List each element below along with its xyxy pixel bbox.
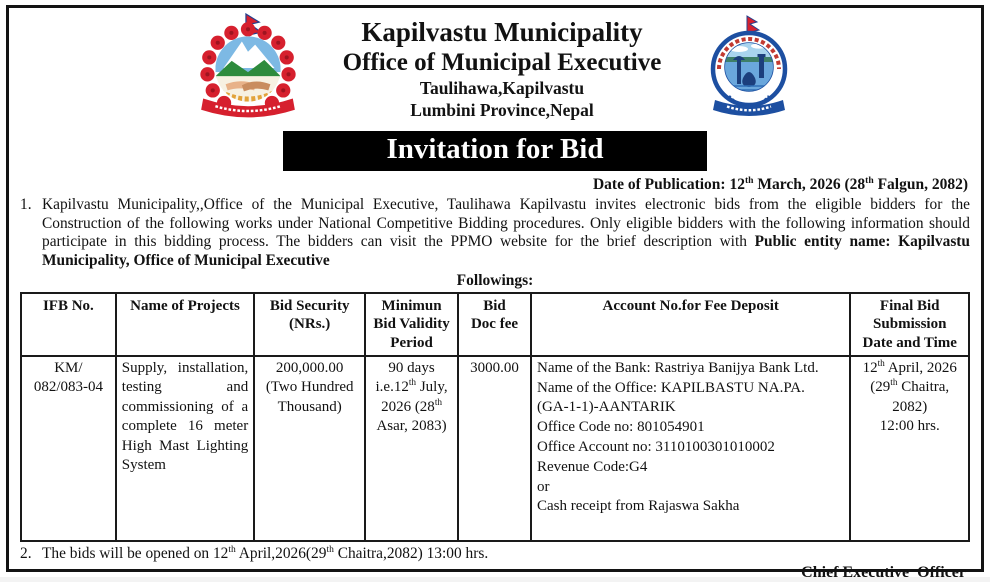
col-header-final-submission: Final Bid Submission Date and Time [850, 293, 969, 356]
col-header-ifb-no: IFB No. [21, 293, 116, 356]
cell-final-submission: 12th April, 2026 (29th Chaitra, 2082) 12:00 hrs. [850, 356, 969, 541]
clause-1-number: 1. [20, 196, 32, 213]
office-name: Office of Municipal Executive [342, 49, 662, 77]
col-header-bid-validity: Minimun Bid Validity Period [365, 293, 458, 356]
cell-project-name: Supply, installation, testing and commissioning of a complete 16 meter High Mast Lighting System [116, 356, 254, 541]
col-header-account-no: Account No.for Fee Deposit [531, 293, 850, 356]
address-line2: Lumbini Province,Nepal [410, 99, 594, 120]
table-header-row [21, 293, 969, 356]
org-name: Kapilvastu Municipality [361, 17, 643, 47]
clause-2-number: 2. [20, 544, 32, 562]
cell-account-info: Name of the Bank: Rastriya Banijya Bank Ltd. Name of the Office: KAPILBASTU NA.PA. (GA-1-1)-AANTARIK Office Code no: 801054901 Office Account no: 3110100301010002 Revenue Code:G4 or Cash receipt from Rajaswa Sakha [531, 356, 850, 541]
table-row [21, 356, 969, 541]
cell-ifb-no: KM/ 082/083-04 [21, 356, 116, 541]
cell-bid-doc-fee: 3000.00 [458, 356, 531, 541]
clause-1-text: Kapilvastu Municipality,,Office of the Municipal Executive, Taulihawa Kapilvastu invites electronic bids from the eligible bidders for the Construction of the following works under National Competitive Bidding procedures. Only eligible bidders with the following information should participate in this bidding process. The bidders can visit the PPMO website for the brief description with Public entity name: Kapilvastu Municipality, Office of Municipal Executive [42, 196, 970, 269]
municipality-seal-icon [703, 13, 795, 123]
cell-bid-validity: 90 days i.e.12th July, 2026 (28th Asar, 2083) [365, 356, 458, 541]
col-header-bid-doc-fee: Bid Doc fee [458, 293, 531, 356]
cell-bid-security: 200,000.00 (Two Hundred Thousand) [254, 356, 365, 541]
address-line1: Taulihawa,Kapilvastu [419, 78, 585, 99]
title-banner: Invitation for Bid [283, 131, 707, 171]
municipality-seal-logo [703, 13, 795, 128]
followings-label: Followings: [456, 271, 534, 289]
letterhead [20, 13, 970, 128]
letterhead-text [343, 13, 662, 120]
publication-date: Date of Publication: 12th March, 2026 (28th Falgun, 2082) [592, 174, 968, 193]
clause-2-text: The bids will be opened on 12th April,2026(29th Chaitra,2082) 13:00 hrs. [42, 543, 489, 562]
clause-2 [20, 545, 970, 564]
clause-1 [20, 196, 970, 271]
col-header-bid-security: Bid Security (NRs.) [254, 293, 365, 356]
signature-title: Chief Executive Officer [801, 564, 966, 582]
bid-table [20, 292, 970, 542]
nepal-coat-of-arms-logo [195, 13, 301, 128]
document-page [6, 5, 984, 582]
nepal-emblem-icon [195, 13, 301, 123]
col-header-project-name: Name of Projects [116, 293, 254, 356]
